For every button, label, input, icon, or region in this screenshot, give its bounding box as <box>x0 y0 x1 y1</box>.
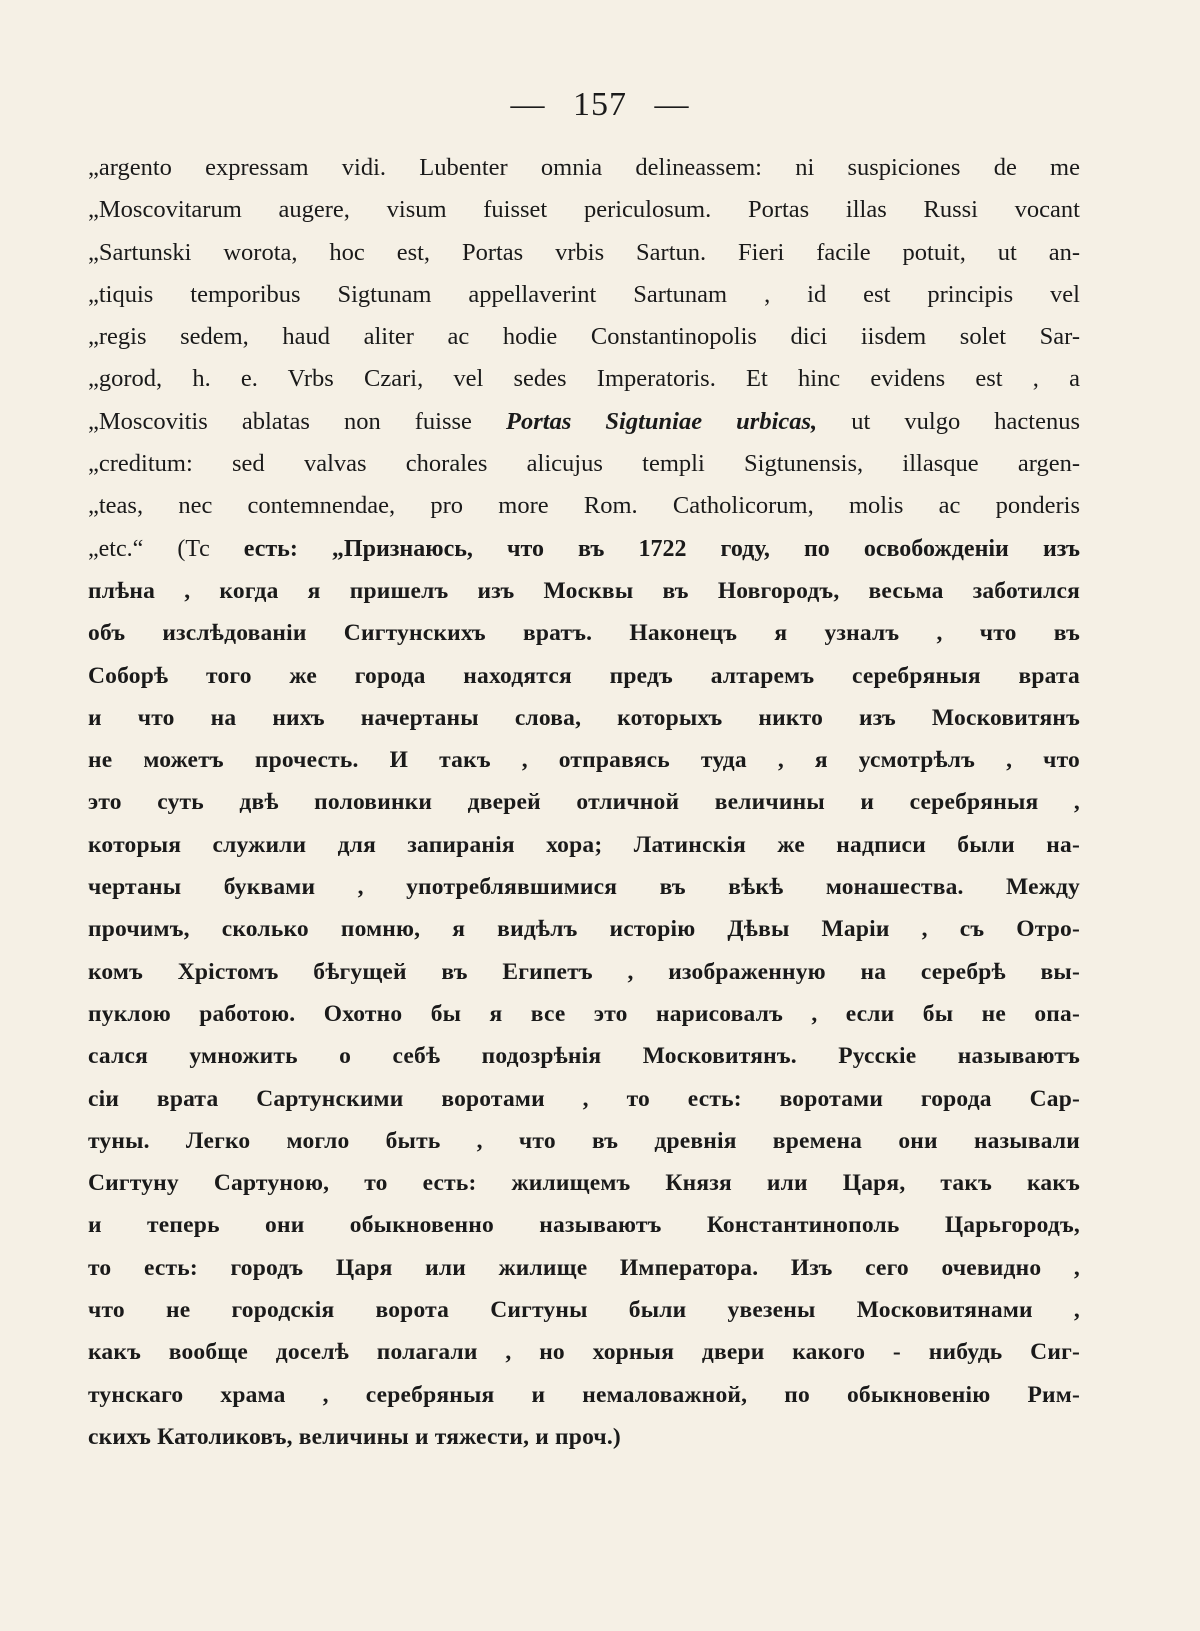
text-line: сался умножить о себѣ подозрѣнія Московитянъ. Русскіе называютъ <box>88 1043 1080 1070</box>
latin-segment: „etc.“ (Тс <box>88 535 244 562</box>
text-line: „argento expressam vidi. Lubenter omnia delineassem: ni suspiciones de me <box>88 154 1080 181</box>
text-line: туны. Легко могло быть , что въ древнія времена они называли <box>88 1127 1080 1154</box>
italic-phrase: Portas Sigtuniae urbicas, <box>506 407 818 435</box>
text-segment: ut vulgo hactenus <box>817 407 1080 435</box>
text-line-with-italic <box>88 401 1080 443</box>
text-line: „gorod, h. e. Vrbs Czari, vel sedes Imperatoris. Et hinc evidens est , a <box>88 365 1080 393</box>
text-line: „tiquis temporibus Sigtunam appellaverint Sartunam , id est principis vel <box>88 280 1080 308</box>
text-line: прочимъ, сколько помню, я видѣлъ исторію Дѣвы Маріи , съ Отро- <box>88 916 1080 943</box>
text-line: не можетъ прочесть. И такъ , отправясь туда , я усмотрѣлъ , что <box>88 747 1080 774</box>
text-line: „teas, nec contemnendae, pro more Rom. Catholicorum, molis ac ponderis <box>88 492 1080 520</box>
text-line: что не городскія ворота Сигтуны были увезены Московитянами , <box>88 1297 1080 1324</box>
text-line-mixed <box>88 528 1080 570</box>
text-line: плѣна , когда я пришелъ изъ Москвы въ Новгородъ, весьма заботился <box>88 577 1080 604</box>
text-line: „creditum: sed valvas chorales alicujus templi Sigtunensis, illasque argen- <box>88 450 1080 478</box>
cyrillic-segment: есть: „Признаюсь, что въ 1722 году, по освобожденіи изъ <box>243 535 1080 562</box>
text-line: пуклою работою. Охотно бы я все это нарисовалъ , если бы не опа- <box>88 1000 1080 1027</box>
text-line: которыя служили для запиранія хора; Латинскія же надписи были на- <box>88 831 1080 858</box>
text-line: и что на нихъ начертаны слова, которыхъ никто изъ Московитянъ <box>88 704 1080 731</box>
text-line: тунскаго храма , серебряныя и немаловажной, по обыкновенію Рим- <box>88 1381 1080 1408</box>
body-text <box>88 147 1080 1458</box>
text-line: „regis sedem, haud aliter ac hodie Constantinopolis dici iisdem solet Sar- <box>88 323 1080 351</box>
text-line: сіи врата Сартунскими воротами , то есть: воротами города Сар- <box>88 1085 1080 1112</box>
text-line: объ изслѣдованіи Сигтунскихъ вратъ. Наконецъ я узналъ , что въ <box>88 620 1080 647</box>
text-line: Соборѣ того же города находятся предъ алтаремъ серебряныя врата <box>88 662 1080 689</box>
text-line: какъ вообще доселѣ полагали , но хорныя двери какого - нибудь Сиг- <box>88 1339 1080 1366</box>
page-number: 157 <box>573 86 627 123</box>
text-line: комъ Хрістомъ бѣгущей въ Египетъ , изображенную на серебрѣ вы- <box>88 958 1080 985</box>
page-number-header <box>0 86 1200 124</box>
text-line: Сигтуну Сартуною, то есть: жилищемъ Князя или Царя, такъ какъ <box>88 1170 1080 1197</box>
text-line-last: скихъ Католиковъ, величины и тяжести, и проч.) <box>88 1423 621 1450</box>
header-left-dash: — <box>510 86 546 123</box>
text-line: чертаны буквами , употреблявшимися въ вѣкѣ монашества. Между <box>88 874 1080 901</box>
header-right-dash: — <box>654 86 690 123</box>
text-line: то есть: городъ Царя или жилище Императора. Изъ сего очевидно , <box>88 1254 1080 1281</box>
text-line: это суть двѣ половинки дверей отличной величины и серебряныя , <box>88 789 1080 816</box>
text-line: и теперь они обыкновенно называютъ Константинополь Царьгородъ, <box>88 1212 1080 1239</box>
text-segment: „Moscovitis ablatas non fuisse <box>88 407 507 435</box>
text-line: „Moscovitarum augere, visum fuisset periculosum. Portas illas Russi vocant <box>88 196 1080 224</box>
text-line: „Sartunski worota, hoc est, Portas vrbis Sartun. Fieri facile potuit, ut an- <box>88 238 1080 266</box>
